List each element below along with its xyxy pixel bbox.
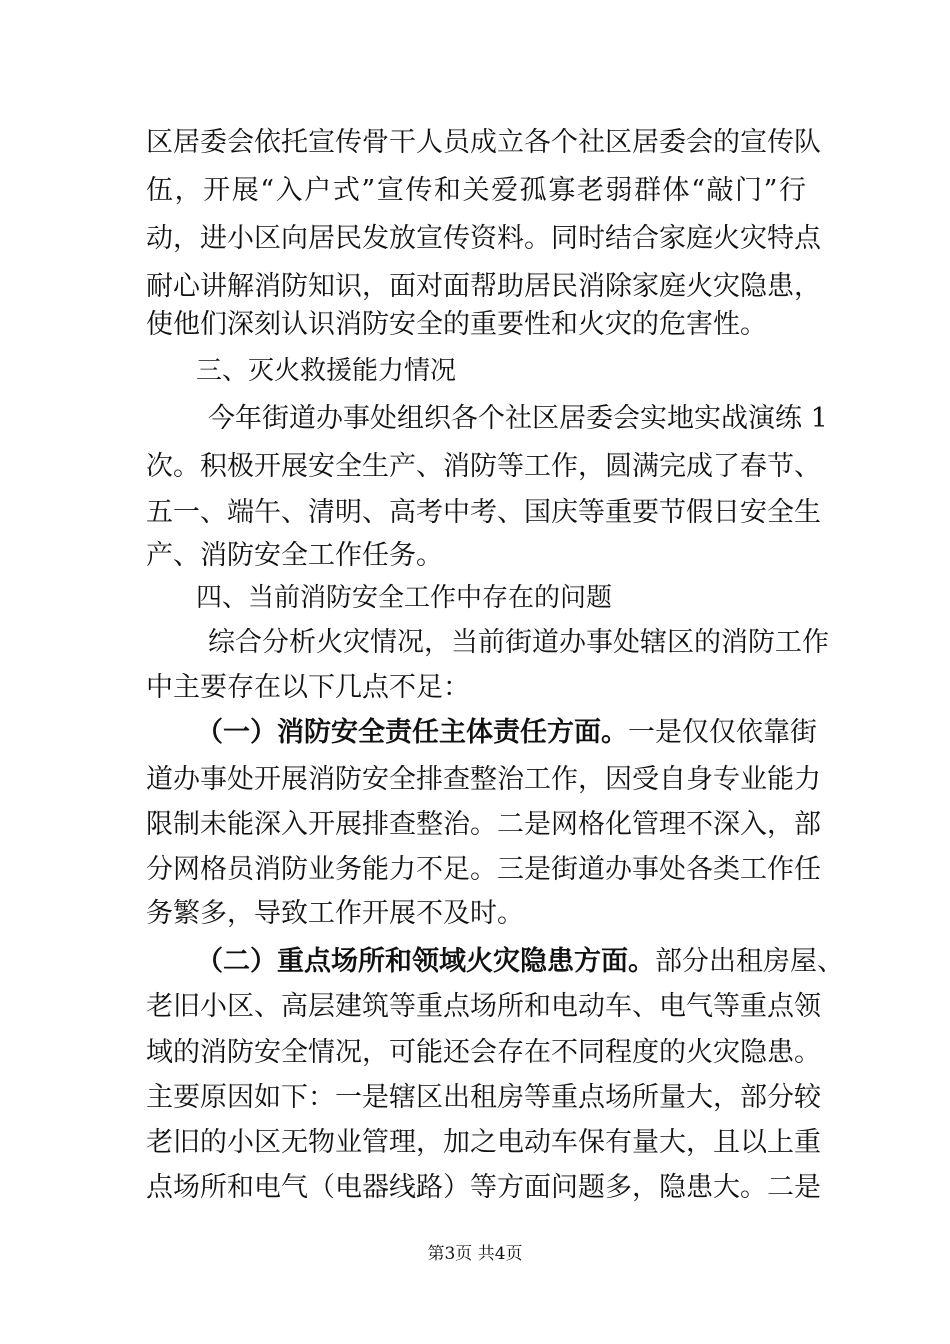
paragraph-line: 分网格员消防业务能力不足。三是街道办事处各类工作任 — [146, 854, 821, 885]
subsection-text: 一是仅仅依靠街 — [628, 717, 817, 748]
subsection-text: 部分出租房屋、 — [655, 946, 844, 977]
paragraph-line: 次。积极开展安全生产、消防等工作，圆满完成了春节、 — [146, 451, 821, 482]
paragraph-line: 点场所和电气（电器线路）等方面问题多，隐患大。二是 — [146, 1172, 821, 1203]
subsection-first-line — [196, 938, 844, 986]
paragraph-line: 使他们深刻认识消防安全的重要性和火灾的危害性。 — [146, 309, 767, 340]
paragraph-line: 中主要存在以下几点不足： — [146, 672, 470, 703]
section-heading: 三、灭火救援能力情况 — [196, 356, 457, 386]
paragraph-line: 今年街道办事处组织各个社区居委会实地实战演练 1 — [208, 403, 828, 434]
paragraph-line: 限制未能深入开展排查整治。二是网格化管理不深入，部 — [146, 809, 821, 840]
paragraph-line: 老旧的小区无物业管理，加之电动车保有量大，且以上重 — [146, 1127, 821, 1158]
subsection-title: （一）消防安全责任主体责任方面。 — [196, 717, 628, 748]
section-heading: 四、当前消防安全工作中存在的问题 — [196, 583, 613, 613]
paragraph-line: 域的消防安全情况，可能还会存在不同程度的火灾隐患。 — [146, 1037, 821, 1068]
paragraph-line: 产、消防安全工作任务。 — [146, 540, 443, 571]
paragraph-line: 务繁多，导致工作开展不及时。 — [146, 898, 524, 929]
paragraph-line: 主要原因如下：一是辖区出租房等重点场所量大，部分较 — [146, 1082, 821, 1113]
page-number-footer: 第3页 共4页 — [427, 1244, 523, 1264]
paragraph-line: 老旧小区、高层建筑等重点场所和电动车、电气等重点领 — [146, 991, 821, 1022]
paragraph-line: 综合分析火灾情况，当前街道办事处辖区的消防工作 — [208, 627, 829, 658]
paragraph-line: 区居委会依托宣传骨干人员成立各个社区居委会的宣传队 — [146, 127, 821, 158]
paragraph-line: 五一、端午、清明、高考中考、国庆等重要节假日安全生 — [146, 497, 821, 528]
paragraph-line: 道办事处开展消防安全排查整治工作，因受自身专业能力 — [146, 764, 821, 795]
paragraph-line: 伍，开展“入户式”宣传和关爱孤寡老弱群体“敲门”行 — [146, 175, 806, 206]
subsection-title: （二）重点场所和领域火灾隐患方面。 — [196, 946, 655, 977]
paragraph-line: 动，进小区向居民发放宣传资料。同时结合家庭火灾特点 — [146, 223, 821, 254]
paragraph-line: 耐心讲解消防知识，面对面帮助居民消除家庭火灾隐患， — [146, 271, 821, 302]
subsection-first-line — [196, 709, 817, 757]
